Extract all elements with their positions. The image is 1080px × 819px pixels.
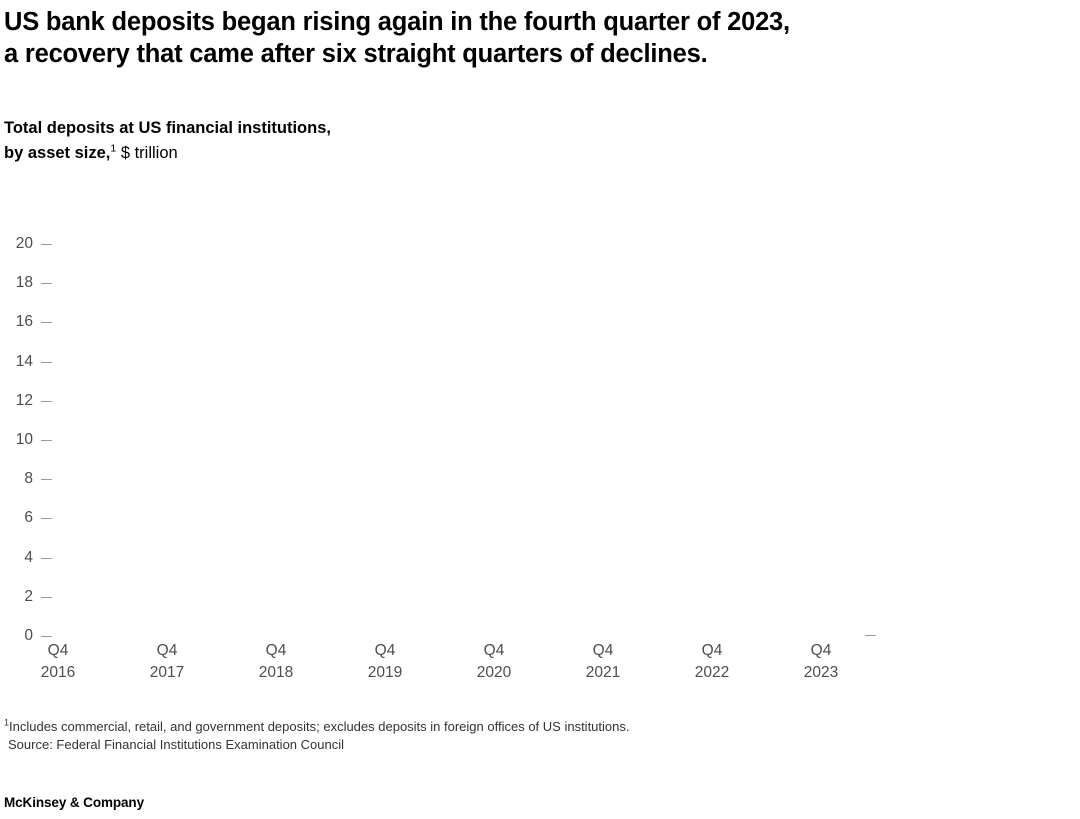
y-tick-dash-icon (41, 518, 52, 519)
y-tick-label: 6 (24, 509, 33, 526)
x-tick-year: 2020 (476, 664, 512, 681)
x-tick-year: 2017 (149, 664, 185, 681)
plot-area (0, 225, 1000, 645)
x-tick-2018 (231, 640, 321, 684)
y-tick-label: 4 (24, 549, 33, 566)
y-tick-4 (0, 549, 52, 567)
y-tick-14 (0, 353, 52, 371)
x-axis (0, 640, 1000, 696)
x-tick-quarter: Q4 (810, 642, 832, 659)
x-tick-2020 (449, 640, 539, 684)
x-tick-quarter: Q4 (265, 642, 287, 659)
axis-end-dash-icon (865, 635, 876, 636)
headline-line-2: a recovery that came after six straight quarters of declines. (4, 40, 708, 68)
y-tick-label: 12 (15, 392, 33, 409)
x-tick-2023 (776, 640, 866, 684)
x-tick-quarter: Q4 (701, 642, 723, 659)
x-tick-quarter: Q4 (374, 642, 396, 659)
brand-logo: McKinsey & Company (4, 795, 144, 810)
y-tick-20 (0, 235, 52, 253)
y-tick-label: 8 (24, 470, 33, 487)
subtitle-line-2-bold: by asset size, (4, 144, 111, 162)
y-tick-label: 10 (15, 431, 33, 448)
x-tick-quarter: Q4 (47, 642, 69, 659)
y-tick-dash-icon (41, 597, 52, 598)
y-tick-dash-icon (41, 401, 52, 402)
y-tick-dash-icon (41, 479, 52, 480)
y-tick-dash-icon (41, 322, 52, 323)
y-tick-label: 2 (24, 588, 33, 605)
x-tick-2022 (667, 640, 757, 684)
y-tick-label: 0 (24, 627, 33, 644)
y-tick-label: 16 (15, 313, 33, 330)
x-tick-2021 (558, 640, 648, 684)
y-tick-18 (0, 274, 52, 292)
chart-subtitle (4, 116, 704, 166)
footnote-text: Includes commercial, retail, and government deposits; excludes deposits in foreign offices of US institutions. (9, 719, 630, 734)
x-tick-year: 2018 (258, 664, 294, 681)
y-tick-12 (0, 392, 52, 410)
x-tick-year: 2019 (367, 664, 403, 681)
subtitle-footnote-marker: 1 (110, 142, 117, 155)
x-tick-2019 (340, 640, 430, 684)
x-tick-quarter: Q4 (592, 642, 614, 659)
y-axis (0, 225, 52, 645)
y-tick-label: 20 (15, 235, 33, 252)
footnote-1 (4, 718, 904, 736)
y-tick-dash-icon (41, 636, 52, 637)
subtitle-line-2-rest: $ trillion (116, 144, 178, 162)
x-tick-quarter: Q4 (156, 642, 178, 659)
x-tick-2016 (13, 640, 103, 684)
x-tick-year: 2022 (694, 664, 730, 681)
y-tick-dash-icon (41, 244, 52, 245)
subtitle-line-1: Total deposits at US financial institutions, (4, 119, 331, 137)
y-tick-dash-icon (41, 362, 52, 363)
y-tick-label: 18 (15, 274, 33, 291)
y-tick-16 (0, 313, 52, 331)
x-tick-year: 2021 (585, 664, 621, 681)
y-tick-8 (0, 470, 52, 488)
subtitle-line-2 (4, 141, 704, 166)
x-tick-year: 2016 (40, 664, 76, 681)
headline (4, 6, 1004, 70)
footnote-marker: 1 (4, 717, 10, 728)
y-tick-2 (0, 588, 52, 606)
y-tick-10 (0, 431, 52, 449)
headline-line-1: US bank deposits began rising again in the fourth quarter of 2023, (4, 8, 790, 36)
x-tick-2017 (122, 640, 212, 684)
x-tick-quarter: Q4 (483, 642, 505, 659)
y-tick-dash-icon (41, 558, 52, 559)
y-tick-dash-icon (41, 440, 52, 441)
y-tick-label: 14 (15, 353, 33, 370)
x-tick-year: 2023 (803, 664, 839, 681)
y-tick-dash-icon (41, 283, 52, 284)
y-tick-6 (0, 509, 52, 527)
footnotes (4, 718, 904, 754)
source-line: Source: Federal Financial Institutions Examination Council (8, 737, 345, 752)
